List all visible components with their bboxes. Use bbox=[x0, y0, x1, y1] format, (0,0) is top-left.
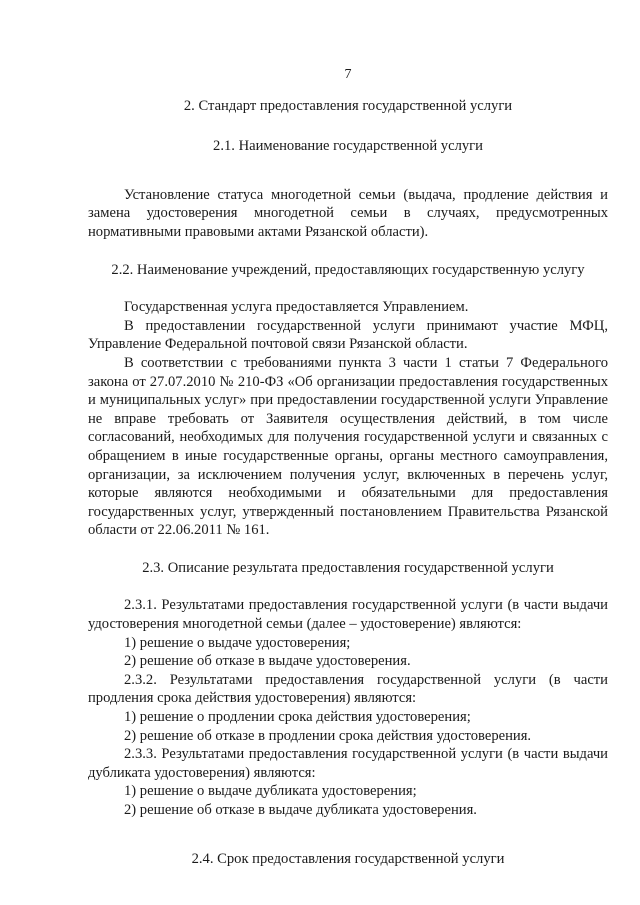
section-2-3-3-paragraph: 2.3.3. Результатами предоставления государственной услуги (в части выдачи дубликата удостоверения) являются: bbox=[88, 746, 608, 781]
section-2-heading: 2. Стандарт предоставления государственной услуги bbox=[183, 97, 513, 114]
section-2-4-heading: 2.4. Срок предоставления государственной услуги bbox=[191, 850, 505, 867]
section-2-3-heading: 2.3. Описание результата предоставления государственной услуги bbox=[142, 559, 554, 576]
section-2-2-paragraph-3: В соответствии с требованиями пункта 3 части 1 статьи 7 Федерального закона от 27.07.2010 № 210-ФЗ «Об организации предоставления государственных и муниципальных услуг» при предоставлении государственной услуги Управление не вправе требовать от Заявителя осуществления действий, в том числе согласований, необходимых для получения государственной услуги и связанных с обращением в иные государственные органы, органы местного самоуправления, организации, за исключением получения услуг, включенных в перечень услуг, которые являются необходимыми и обязательными для предоставления государственных услуг, утвержденный постановлением Правительства Рязанской области от 22.06.2011 № 161. bbox=[88, 354, 608, 539]
section-2-2-paragraph-2: В предоставлении государственной услуги принимают участие МФЦ, Управление Федеральной почтовой связи Рязанской области. bbox=[88, 317, 608, 353]
section-2-3-1-paragraph: 2.3.1. Результатами предоставления государственной услуги (в части выдачи удостоверения многодетной семьи (далее – удостоверение) являются: bbox=[88, 597, 608, 633]
section-2-3-1-item-1: 1) решение о выдаче удостоверения; bbox=[124, 634, 351, 651]
section-2-2-heading: 2.2. Наименование учреждений, предоставляющих государственную услугу bbox=[111, 261, 585, 278]
page-number: 7 bbox=[344, 67, 352, 82]
section-2-3-1-item-2: 2) решение об отказе в выдаче удостоверения. bbox=[124, 653, 411, 670]
section-2-1-heading: 2.1. Наименование государственной услуги bbox=[213, 138, 483, 155]
section-2-3-3-item-2: 2) решение об отказе в выдаче дубликата удостоверения. bbox=[124, 802, 477, 818]
section-2-3-2-item-1: 1) решение о продлении срока действия удостоверения; bbox=[124, 709, 471, 726]
section-2-3-2-paragraph: 2.3.2. Результатами предоставления государственной услуги (в части продления срока действия удостоверения) являются: bbox=[88, 671, 608, 707]
section-2-2-paragraph-1: Государственная услуга предоставляется Управлением. bbox=[124, 299, 469, 316]
section-2-3-2-item-2: 2) решение об отказе в продлении срока действия удостоверения. bbox=[124, 727, 532, 744]
document-page bbox=[88, 66, 608, 868]
section-2-3-3-item-1: 1) решение о выдаче дубликата удостоверения; bbox=[124, 783, 417, 800]
section-2-1-text: Установление статуса многодетной семьи (выдача, продление действия и замена удостоверения многодетной семьи в случаях, предусмотренных нормативными правовыми актами Рязанской области). bbox=[88, 186, 608, 240]
